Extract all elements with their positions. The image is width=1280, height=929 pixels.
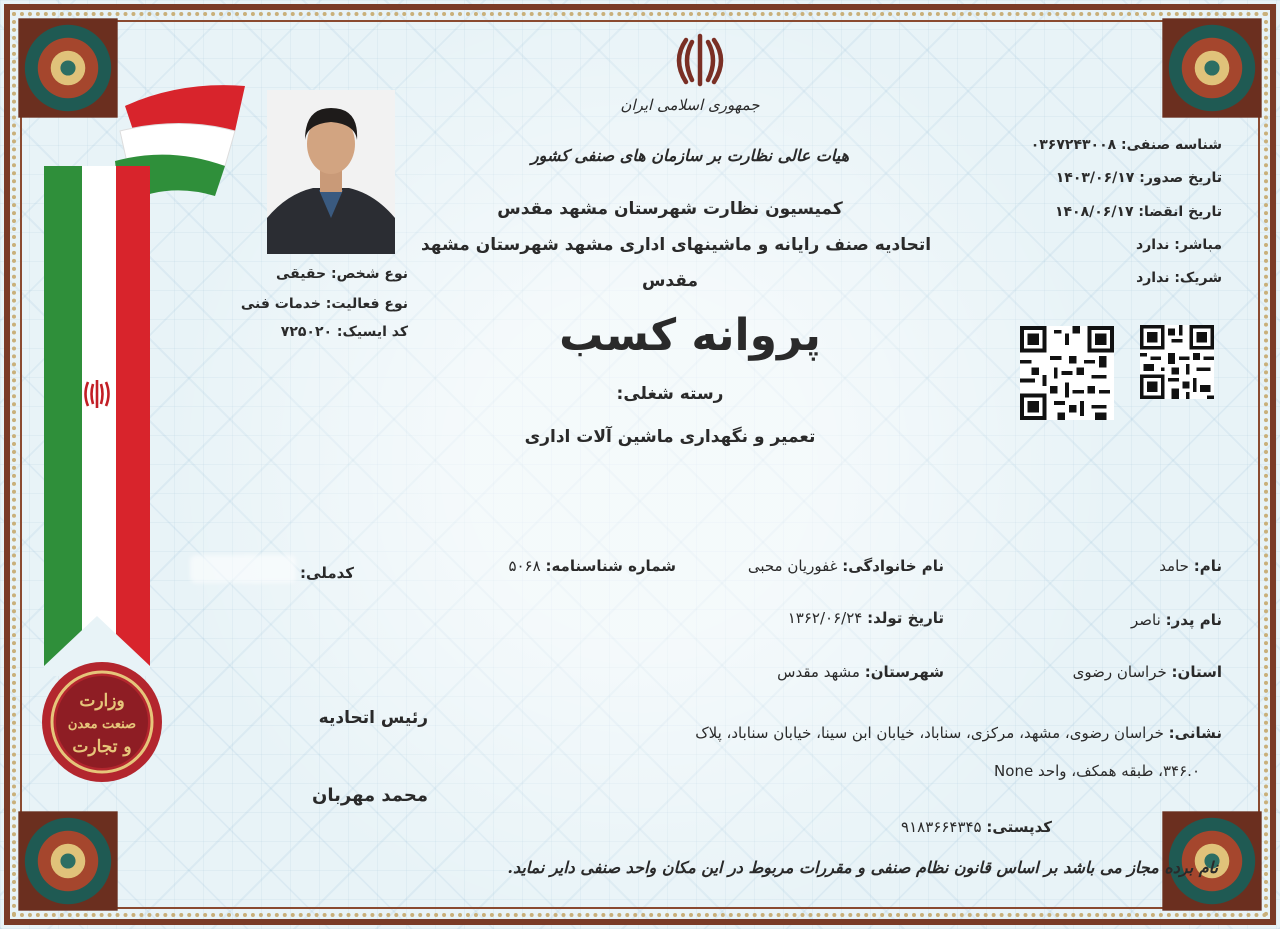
city-value: مشهد مقدس	[777, 663, 860, 681]
city-label: شهرستان:	[864, 663, 944, 681]
address-line2: ۳۴۶.۰، طبقه همکف، واحد None	[994, 762, 1200, 780]
partner-info: شریک: ندارد	[1136, 270, 1222, 286]
birth-date-label: تاریخ تولد:	[867, 609, 944, 627]
isic-code: کد ایسیک: ۷۲۵۰۲۰	[280, 324, 408, 340]
postal-code-field	[901, 818, 1052, 836]
signature-name: محمد مهربان	[312, 785, 428, 806]
address-label: نشانی:	[1168, 724, 1222, 742]
province-value: خراسان رضوی	[1072, 663, 1167, 681]
qr-code-icon	[1020, 325, 1114, 421]
family-name-field	[748, 557, 944, 575]
signature-title: رئیس اتحادیه	[318, 708, 428, 728]
activity-type: نوع فعالیت: خدمات فنی	[240, 296, 408, 312]
seal-line1: وزارت	[79, 691, 125, 711]
guild-id: شناسه صنفی: ۰۳۶۷۲۴۳۰۰۸	[1030, 137, 1222, 153]
iran-flag-ribbon	[30, 76, 260, 676]
issue-date: تاریخ صدور: ۱۴۰۳/۰۶/۱۷	[1055, 170, 1222, 186]
seal-line3: و تجارت	[72, 737, 132, 757]
address-line1: خراسان رضوی، مشهد، مرکزی، سناباد، خیابان ابن سینا، خیابان سناباد، پلاک	[695, 724, 1164, 742]
union-label-line1: اتحادیه صنف رایانه و ماشینهای اداری مشهد شهرستان مشهد	[420, 235, 932, 255]
corner-ornament-top-right	[1158, 14, 1266, 122]
holder-photo	[267, 90, 395, 254]
address-field	[695, 724, 1222, 742]
first-name-label: نام:	[1193, 557, 1222, 575]
republic-label: جمهوری اسلامی ایران	[620, 96, 760, 114]
manager-info: مباشر: ندارد	[1136, 237, 1222, 253]
father-name-field	[1131, 611, 1222, 629]
union-label-line2: مقدس	[641, 271, 699, 291]
family-name-value: غفوریان محبی	[747, 557, 838, 575]
iran-emblem-icon	[670, 32, 730, 88]
province-label: استان:	[1171, 663, 1222, 681]
first-name-field	[1159, 557, 1222, 575]
page-title: پروانه کسب	[559, 310, 821, 361]
father-name-label: نام پدر:	[1165, 611, 1222, 629]
national-code-label: کدملی:	[300, 564, 354, 582]
corner-ornament-bottom-left	[14, 807, 122, 915]
postal-code-label: کدپستی:	[986, 818, 1052, 836]
father-name-value: ناصر	[1131, 611, 1161, 629]
id-number-field	[508, 557, 676, 575]
footer-note: نام برده مجاز می باشد بر اساس قانون نظام صنفی و مقررات مربوط در این مکان واحد صنفی دایر نماید.	[507, 858, 1218, 877]
postal-code-value: ۹۱۸۳۶۶۴۳۴۵	[901, 818, 982, 836]
expiry-date: تاریخ انقضا: ۱۴۰۸/۰۶/۱۷	[1054, 204, 1222, 220]
family-name-label: نام خانوادگی:	[842, 557, 944, 575]
first-name-value: حامد	[1159, 557, 1189, 575]
province-field	[1073, 663, 1222, 681]
birth-date-field	[788, 609, 944, 627]
supervision-board-label: هیات عالی نظارت بر سازمان های صنفی کشور	[530, 146, 850, 165]
seal-line2: صنعت معدن	[67, 717, 137, 732]
id-number-label: شماره شناسنامه:	[545, 557, 676, 575]
person-type: نوع شخص: حقیقی	[275, 266, 408, 282]
birth-date-value: ۱۳۶۲/۰۶/۲۴	[787, 609, 863, 627]
category-value: تعمیر و نگهداری ماشین آلات اداری	[524, 427, 816, 447]
ministry-seal	[40, 660, 164, 784]
city-field	[777, 663, 944, 681]
category-label: رسته شغلی:	[616, 384, 724, 404]
qr-code-icon	[1140, 325, 1214, 399]
commission-label: کمیسیون نظارت شهرستان مشهد مقدس	[497, 199, 843, 219]
national-code-redaction	[190, 555, 296, 583]
id-number-value: ۵۰۶۸	[508, 557, 541, 575]
